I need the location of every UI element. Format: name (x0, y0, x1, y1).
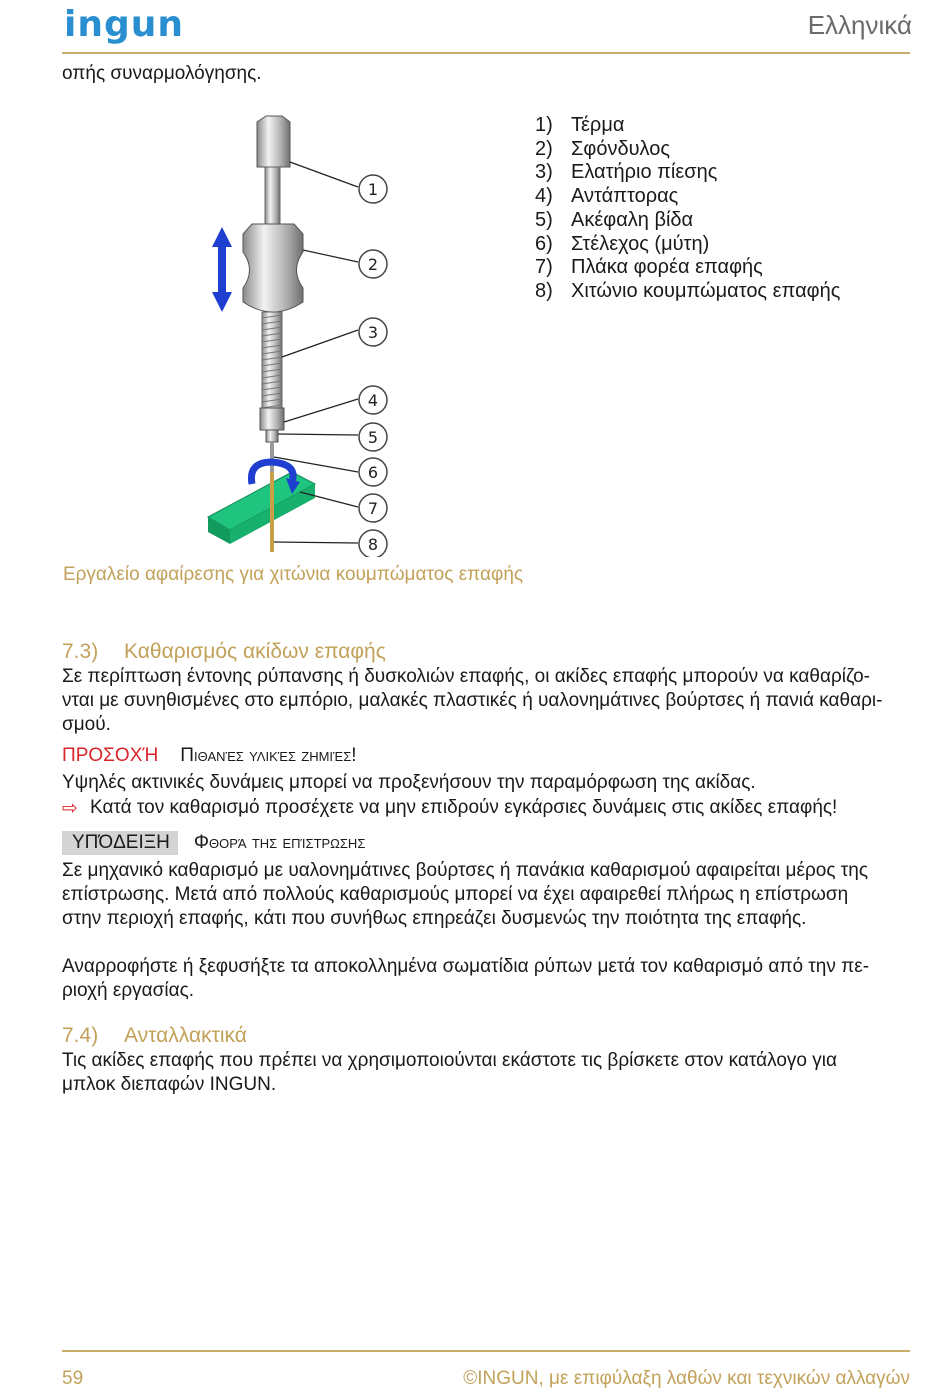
page-number: 59 (62, 1368, 84, 1389)
part-item: 1) Τέρμα (535, 114, 625, 136)
note-box (62, 831, 365, 855)
callout-label-7: 7 (367, 499, 379, 518)
callout-label-4: 4 (367, 391, 379, 410)
part-item: 7) Πλάκα φορέα επαφής (535, 256, 763, 279)
section-7-4-body: Τις ακίδες επαφής που πρέπει να χρησιμοποιούνται εκάστοτε τις βρίσκετε στον κατάλογο για μπλοκ διεπαφών INGUN. (62, 1050, 837, 1095)
caution-title: Πιθανές υλικές ζημιές! (180, 745, 357, 766)
callout-label-2: 2 (367, 255, 379, 274)
parts-list (535, 114, 840, 304)
part-item: 6) Στέλεχος (μύτη) (535, 232, 710, 255)
section-7-3-body: Σε περίπτωση έντονης ρύπανσης ή δυσκολιών επαφής, οι ακίδες επαφής μπορούν να καθαρίζο- νται με συνηθισμένες στο εμπόριο, μαλακές πλαστικές ή υαλονημάτινες βούρτσες ή πανιά καθαρι- σμού. (62, 666, 883, 735)
callout-label-8: 8 (367, 535, 379, 554)
intro-fragment: οπής συναρμολόγησης. (62, 63, 262, 84)
cleanup-text: Αναρροφήστε ή ξεφυσήξτε τα αποκολλημένα σωματίδια ρύπων μετά τον καθαρισμό από την πε- ριοχή εργασίας. (62, 956, 870, 1001)
part-item: 4) Αντάπτορας (535, 185, 679, 208)
caution-label: ΠΡΟΣΟΧΉ (62, 745, 159, 766)
callout-label-3: 3 (367, 323, 379, 342)
note-body: Σε μηχανικό καθαρισμό με υαλονημάτινες βούρτσες ή πανάκια καθαρισμού αφαιρείται μέρος της επίστρωσης. Μετά από πολλούς καθαρισμούς μπορεί να έχει αφαιρεθεί πλήρως η επίστρωση στην περιοχή επαφής, κάτι που συνήθως επηρεάζει δυσμενώς την ποιότητα της επαφής. (62, 860, 868, 929)
copyright: ©INGUN, με επιφύλαξη λαθών και τεχνικών αλλαγών (463, 1368, 910, 1389)
part-item: 5) Ακέφαλη βίδα (535, 208, 694, 231)
callout-label-6: 6 (367, 463, 379, 482)
part-item: 8) Χιτώνιο κουμπώματος επαφής (535, 279, 841, 302)
part-item: 3) Ελατήριο πίεσης (535, 161, 718, 184)
callout-label-5: 5 (367, 428, 379, 447)
note-label: ΥΠΌΔΕΙΞΗ (62, 831, 178, 855)
ingun-logo (64, 4, 224, 51)
caution-box (62, 745, 357, 767)
removal-tool-figure (200, 112, 400, 562)
caution-text: Υψηλές ακτινικές δυνάμεις μπορεί να προξενήσουν την παραμόρφωση της ακίδας. (62, 772, 756, 793)
svg-text:ingun: ingun (64, 4, 184, 45)
footer-rule (62, 1350, 910, 1352)
header-rule (62, 52, 910, 54)
note-title: Φθορά της επίστρωσης (193, 832, 366, 853)
callout-label-1: 1 (367, 180, 379, 199)
language-label: Ελληνικά (807, 10, 912, 40)
part-item: 2) Σφόνδυλος (535, 137, 670, 160)
section-heading-7-4: 7.4) Ανταλλακτικά (62, 1024, 247, 1047)
figure-caption: Εργαλείο αφαίρεσης για χιτώνια κουμπώματος επαφής (62, 564, 524, 585)
section-heading-7-3: 7.3) Καθαρισμός ακίδων επαφής (62, 640, 386, 663)
arrow-right-icon: ⇨ (62, 798, 78, 819)
caution-instruction: ⇨ Κατά τον καθαρισμό προσέχετε να μην επιδρούν εγκάρσιες δυνάμεις στις ακίδες επαφής! (62, 797, 838, 819)
